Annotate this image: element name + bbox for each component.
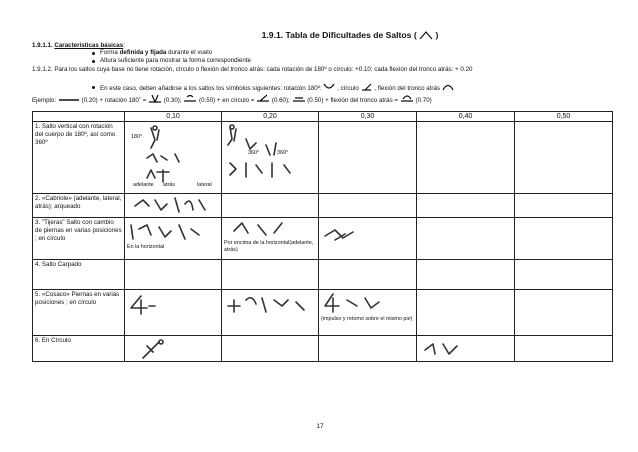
table-cell xyxy=(222,260,319,290)
row-label: 3. "Tijeras" Salto con cambio de piernas en varias posiciones ; en círculo xyxy=(33,218,125,260)
header-value: 0,10 xyxy=(125,112,222,122)
table-cell xyxy=(515,122,613,194)
table-cell xyxy=(417,336,515,362)
table-cell xyxy=(515,194,613,218)
example-part-2: (0.30); xyxy=(163,97,182,104)
bullet-symbols-text: En este caso, deben añadirse a los saltos los símbolos siguientes: rotación 180º: xyxy=(100,85,322,92)
table-cell xyxy=(319,122,417,194)
caption-360-b: 360° xyxy=(277,150,289,156)
table-cell xyxy=(222,336,319,362)
header-value: 0,20 xyxy=(222,112,319,122)
table-cell xyxy=(125,194,222,218)
example-part-1: (0.20) + rotación 180˚ = xyxy=(81,97,147,104)
table-cell xyxy=(125,122,222,194)
table-cell xyxy=(319,260,417,290)
bullet-2-text: Altura suficiente para mostrar la forma correspondiente xyxy=(100,57,251,64)
difficulty-table xyxy=(32,111,613,362)
table-cell xyxy=(417,260,515,290)
table-row xyxy=(33,218,613,260)
example-part-6: (0.70) xyxy=(415,97,432,104)
table-row xyxy=(33,290,613,336)
rotation-180-icon xyxy=(323,83,335,91)
bullet-dot xyxy=(92,52,95,55)
table-cell xyxy=(515,260,613,290)
cabriole-figure-icon xyxy=(133,196,213,216)
table-cell xyxy=(125,336,222,362)
table-cell xyxy=(222,122,319,194)
example-part-5: (0.50) + flexión del tronco atrás = xyxy=(307,97,399,104)
table-row xyxy=(33,194,613,218)
scissors-figure-icon xyxy=(232,221,292,239)
jump-figure-icon xyxy=(145,126,215,190)
cossack-figure-icon xyxy=(226,292,316,318)
table-header-row xyxy=(33,112,613,122)
bullet-1-pre: Forma xyxy=(100,49,120,56)
page-number: 17 xyxy=(316,423,324,430)
table-row xyxy=(33,260,613,290)
table-cell xyxy=(319,290,417,336)
row-label: 1. Salto vertical con rotación del cuerpo de 180º, así como 360º xyxy=(33,122,125,194)
cossack-figure-icon xyxy=(129,294,159,316)
circle-jump-figure-icon xyxy=(423,340,463,358)
table-cell xyxy=(222,218,319,260)
row-label: 5. «Cosaco» Piernas en varias posiciones ; en círculo xyxy=(33,290,125,336)
example-part-4: (0.60); xyxy=(271,97,290,104)
caption-impulso: (impulso y retomo sobre el mismo pie) xyxy=(321,316,413,322)
table-cell xyxy=(515,218,613,260)
header-value: 0,50 xyxy=(515,112,613,122)
header-value: 0,30 xyxy=(319,112,417,122)
table-cell xyxy=(222,194,319,218)
example-label: Ejemplo: xyxy=(32,97,57,104)
bullet-symbols-flex: , flexión del tronco atrás xyxy=(374,85,441,92)
bullet-line-1 xyxy=(100,49,212,57)
table-cell xyxy=(319,194,417,218)
circle-symbol-icon xyxy=(361,83,373,91)
scissors-figure-icon xyxy=(129,221,209,243)
table-cell xyxy=(417,218,515,260)
page-title xyxy=(200,30,500,40)
header-empty xyxy=(33,112,125,122)
title-close: ) xyxy=(435,30,439,40)
row-label: 6. En Círculo xyxy=(33,336,125,362)
table-cell xyxy=(515,336,613,362)
caption-atras: atrás xyxy=(163,182,175,188)
cossack-figure-icon xyxy=(323,292,393,314)
circle-jump-figure-icon xyxy=(139,338,169,360)
table-cell xyxy=(515,290,613,336)
caption-horizontal: En la horizontal xyxy=(127,244,165,250)
table-cell xyxy=(417,122,515,194)
title-text: 1.9.1. Tabla de Dificultades de Saltos ( xyxy=(261,30,417,40)
bullet-1-post: durante el vuelo xyxy=(166,49,213,56)
jump-circle-icon xyxy=(256,94,270,103)
table-row xyxy=(33,122,613,194)
table-cell xyxy=(125,260,222,290)
example-line xyxy=(32,94,432,105)
table-cell xyxy=(417,290,515,336)
caption-encima: Por encima de la horizontal(adelante, atrás) xyxy=(224,240,314,253)
table-cell xyxy=(125,290,222,336)
caption-adelante: adelante xyxy=(133,182,154,188)
scissors-figure-icon xyxy=(323,226,359,244)
table-cell xyxy=(222,290,319,336)
table-cell xyxy=(319,218,417,260)
jump-symbol-icon xyxy=(58,95,80,103)
bullet-symbols xyxy=(100,83,454,93)
bullet-1-bold: definida y fijada xyxy=(119,49,167,56)
example-part-3: (0.50) + en círculo = xyxy=(199,97,255,104)
bullet-line-2 xyxy=(100,57,251,65)
section-1912: 1.9.1.2. Para los saltos cuya base no tiene rotación, círculo o flexión del tronco atrás: cada rotación de 180º o círculo: +0.10; cada flexión del tronco atrás: + 0.20 xyxy=(32,66,473,73)
bullet-dot xyxy=(92,60,95,63)
bullet-dot xyxy=(92,86,95,89)
caption-360-a: 360° xyxy=(248,150,260,156)
section-colon: : xyxy=(123,42,125,49)
jump-flexion-icon xyxy=(400,94,414,103)
back-flexion-icon xyxy=(442,83,454,91)
table-row xyxy=(33,336,613,362)
jump-symbol-icon xyxy=(292,94,306,103)
jump-symbol-icon xyxy=(419,30,433,40)
table-cell xyxy=(417,194,515,218)
jump-rotation-icon xyxy=(148,94,162,103)
caption-180: 180° xyxy=(131,134,143,140)
caption-lateral: lateral xyxy=(197,182,212,188)
jump-symbol-icon xyxy=(183,94,197,103)
header-value: 0,40 xyxy=(417,112,515,122)
section-number: 1.9.1.1. xyxy=(32,42,53,49)
table-cell xyxy=(125,218,222,260)
bullet-symbols-circle: , círculo xyxy=(337,85,359,92)
table-cell xyxy=(319,336,417,362)
row-label: 2. «Cabriole» (adelante, lateral, atrás); arqueado xyxy=(33,194,125,218)
jump-figure-icon xyxy=(226,125,316,185)
row-label: 4. Salto Carpado xyxy=(33,260,125,290)
section-label: Características básicas xyxy=(54,42,124,49)
